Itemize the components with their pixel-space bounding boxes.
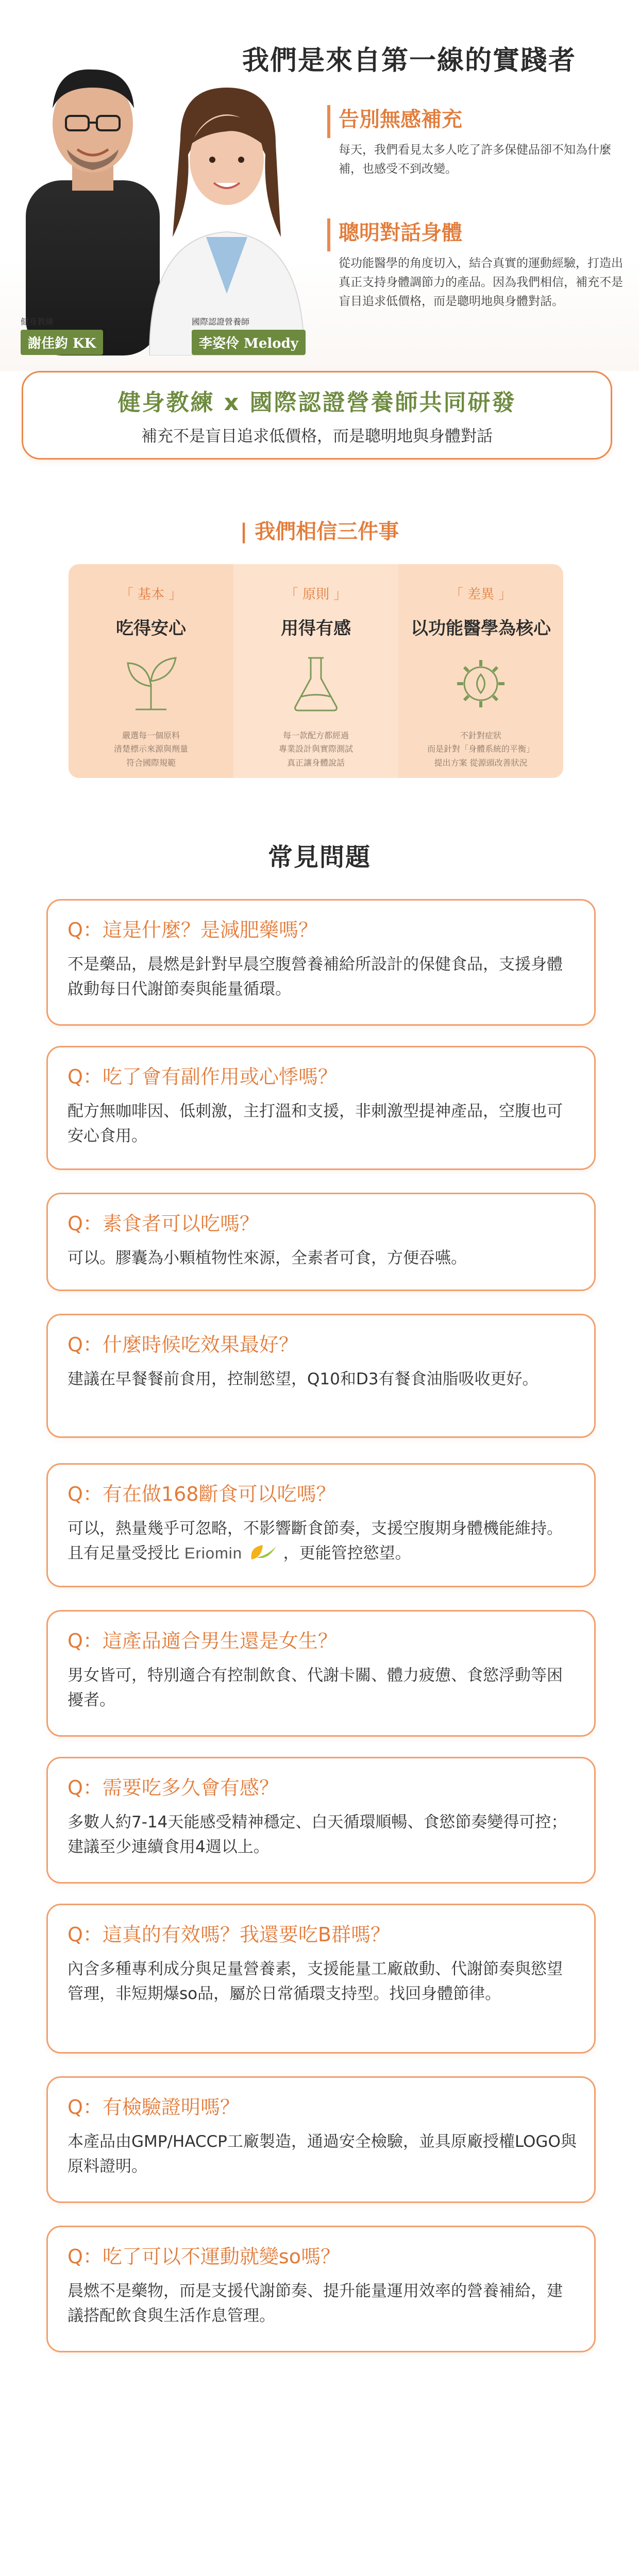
card-tag: 「 原則 」 (284, 587, 347, 602)
benefit-text: 每天，我們看見太多人吃了許多保健品卻不知為什麼補，也感受不到改變。 (339, 143, 611, 176)
faq-question: Q：這產品適合男生還是女生？ (68, 1630, 338, 1652)
nutritionist-name-tag: 李姿伶 Melody (192, 330, 306, 355)
faq-answer: 多數人約7-14天能感受精神穩定、白天循環順暢、食慾節奏變得可控；建議至少連續食用4週以上。 (68, 1813, 567, 1857)
faq-title: 常見問題 (267, 843, 371, 872)
faq-item[interactable] (46, 1610, 596, 1737)
flask-icon (280, 653, 352, 715)
gear-leaf-icon (445, 653, 517, 715)
faq-answer: 可以。膠囊為小顆植物性來源，全素者可食，方便吞嚥。 (68, 1249, 467, 1267)
faq-question: Q：吃了會有副作用或心悸嗎？ (68, 1065, 338, 1088)
card-text (233, 729, 398, 770)
hero-section (0, 0, 639, 371)
benefit-title: 告別無感補充 (339, 108, 462, 131)
card-text (69, 729, 233, 770)
card-text (398, 729, 563, 770)
research-banner (22, 371, 612, 460)
trainer-role: 健身教練 (21, 317, 54, 327)
nutritionist-role: 國際認證營養師 (192, 317, 250, 327)
faq-item[interactable] (46, 1463, 596, 1587)
card-text-line: 提出方案 從源頭改善狀況 (434, 757, 528, 768)
card-text-line: 符合國際規範 (126, 757, 176, 768)
card-text-line: 每一款配方都經過 (282, 731, 349, 740)
card-heading: 用得有感 (281, 618, 351, 639)
benefit-text: 從功能醫學的角度切入，結合真實的運動經驗，打造出真正支持身體調節力的產品。因為我們相信，補充不是盲目追求低價格，而是聰明地與身體對話。 (339, 257, 623, 308)
believe-title: | 我們相信三件事 (240, 520, 399, 544)
faq-item[interactable] (46, 1046, 596, 1170)
benefit-block-2 (327, 216, 626, 311)
faq-question: Q：吃了可以不運動就變so嗎？ (68, 2245, 340, 2268)
banner-title: 健身教練 x 國際認證營養師共同研發 (117, 389, 516, 416)
faq-question: Q：素食者可以吃嗎？ (68, 1212, 259, 1235)
faq-item[interactable] (46, 2076, 596, 2203)
faq-answer-part: ，更能管控慾望。 (283, 1544, 411, 1563)
faq-answer (68, 1516, 578, 1566)
card-text-line: 清楚標示來源與劑量 (113, 744, 188, 754)
card-tag: 「 基本 」 (120, 587, 182, 602)
card-tag: 「 差異 」 (449, 587, 512, 602)
leaf-icon (115, 653, 187, 715)
nutritionist-photo (129, 67, 325, 355)
benefit-block-1 (327, 103, 626, 179)
belief-card (233, 564, 398, 778)
faq-question: Q：這是什麼？是減肥藥嗎？ (68, 919, 318, 941)
faq-answer: 男女皆可，特別適合有控制飲食、代謝卡關、體力疲憊、食慾浮動等困擾者。 (68, 1666, 563, 1710)
belief-card (398, 564, 563, 778)
faq-item[interactable] (46, 2226, 596, 2352)
faq-question: Q：需要吃多久會有感？ (68, 1776, 279, 1799)
faq-answer: 配方無咖啡因、低刺激，主打溫和支援，非刺激型提神產品，空腹也可安心食用。 (68, 1102, 563, 1146)
faq-answer: 晨燃不是藥物，而是支援代謝節奏、提升能量運用效率的營養補給，建議搭配飲食與生活作息管理。 (68, 2282, 563, 2326)
belief-card (69, 564, 233, 778)
faq-item[interactable] (46, 1314, 596, 1438)
eriomin-logo-icon (247, 1542, 278, 1562)
card-text-line: 不針對症狀 (460, 731, 501, 740)
faq-answer: 本產品由GMP/HACCP工廠製造，通過安全檢驗，並具原廠授權LOGO與原料證明。 (68, 2132, 577, 2176)
faq-item[interactable] (46, 1904, 596, 2054)
hero-title: 我們是來自第一線的實踐者 (242, 45, 577, 76)
banner-subtitle: 補充不是盲目追求低價格，而是聰明地與身體對話 (141, 427, 493, 446)
faq-answer: 內含多種專利成分與足量營養素，支援能量工廠啟動、代謝節奏與慾望管理，非短期爆so品，屬於日常循環支持型。找回身體節律。 (68, 1960, 563, 2004)
faq-answer: 不是藥品，晨燃是針對早晨空腹營養補給所設計的保健食品，支援身體啟動每日代謝節奏與能量循環。 (68, 955, 563, 999)
faq-item[interactable] (46, 899, 596, 1026)
card-heading: 以功能醫學為核心 (411, 618, 551, 639)
card-text-line: 真正讓身體說話 (287, 757, 345, 768)
faq-question: Q：什麼時候吃效果最好？ (68, 1333, 298, 1356)
faq-question: Q：有檢驗證明嗎？ (68, 2096, 240, 2119)
benefit-title: 聰明對話身體 (339, 221, 462, 245)
card-text-line: 而是針對「身體系統的平衡」 (427, 744, 534, 754)
faq-answer: 建議在早餐餐前食用，控制慾望，Q10和D3有餐食油脂吸收更好。 (68, 1370, 539, 1388)
faq-item[interactable] (46, 1757, 596, 1884)
card-text-line: 專業設計與實際測試 (278, 744, 353, 754)
card-text-line: 嚴選每一個原料 (122, 731, 180, 740)
trainer-name-tag: 謝佳鈞 KK (21, 330, 103, 355)
faq-question: Q：有在做168斷食可以吃嗎？ (68, 1483, 336, 1505)
faq-answer-part: 可以，熱量幾乎可忽略，不影響斷食節奏，支援空腹期身體機能維持。且有足量受授比 (68, 1519, 563, 1563)
faq-item[interactable] (46, 1193, 596, 1291)
card-heading: 吃得安心 (116, 618, 186, 639)
accent-bar (327, 218, 330, 251)
accent-bar (327, 105, 330, 138)
eriomin-brand: Eriomin (184, 1544, 242, 1563)
faq-question: Q：這真的有效嗎？我還要吃B群嗎？ (68, 1923, 390, 1946)
belief-cards (69, 564, 563, 778)
